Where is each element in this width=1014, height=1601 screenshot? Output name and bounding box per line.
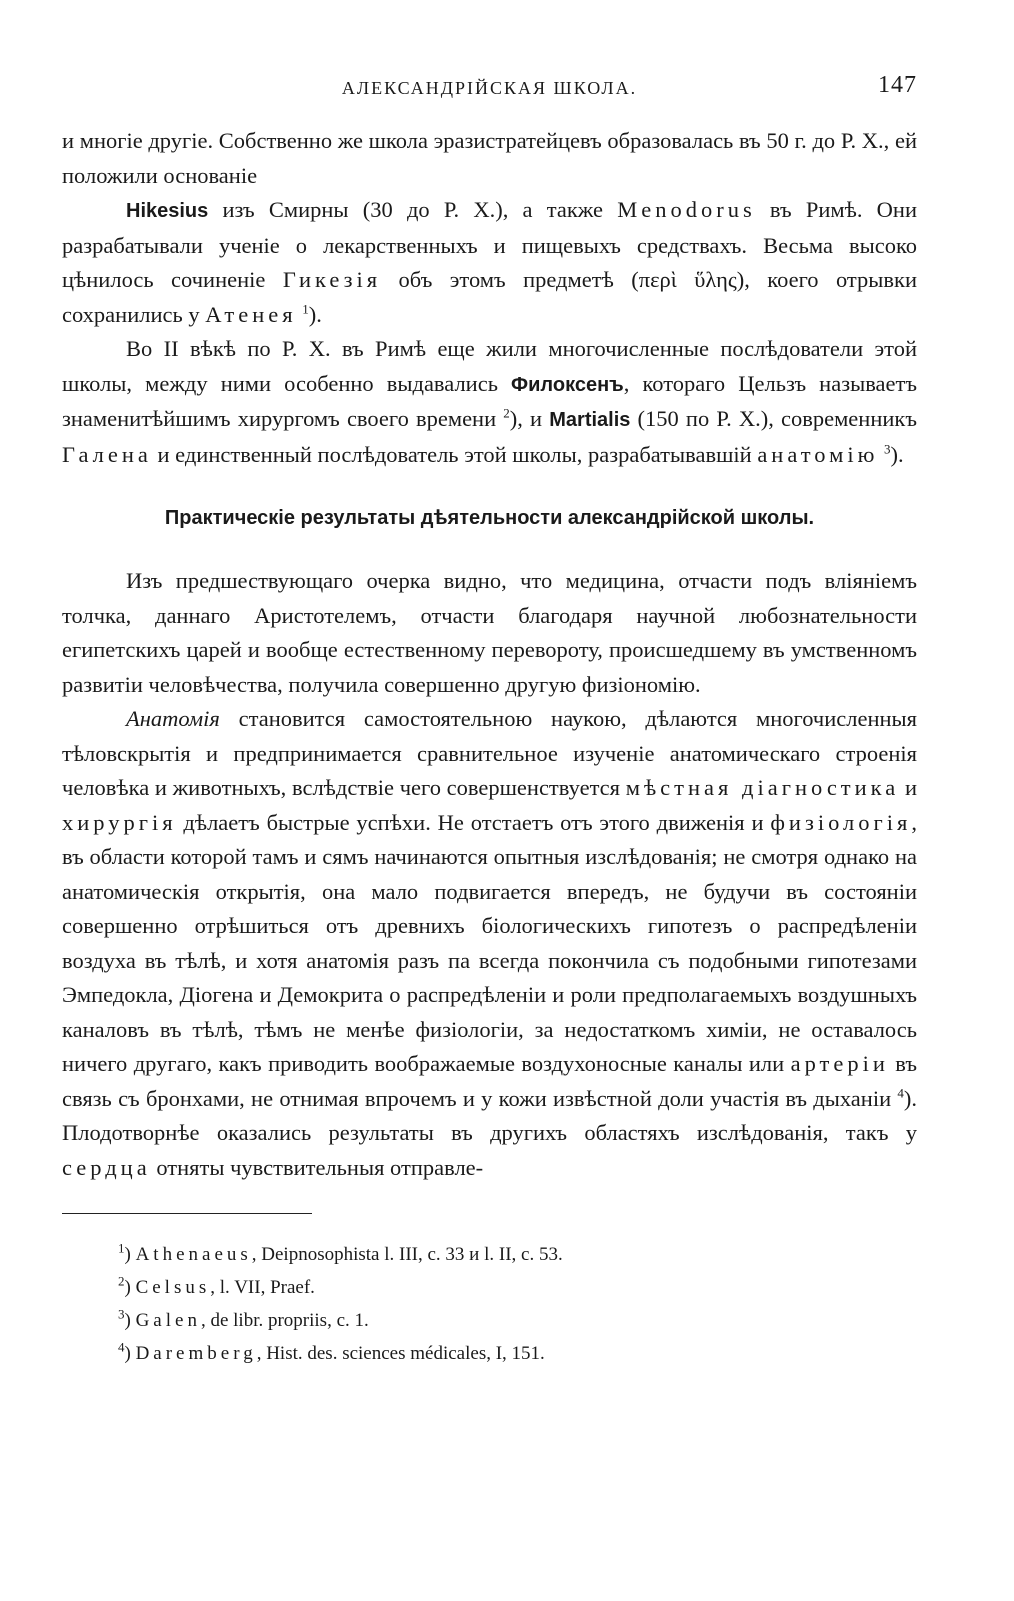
footnotes — [62, 1238, 917, 1370]
text-run: (150 по Р. Х.), современникъ — [630, 406, 917, 431]
text-run: дѣлаетъ быстрые успѣхи. Не отстаетъ отъ этого движенія и — [176, 809, 771, 835]
text-run: Во II вѣкѣ по Р. Х. въ Римѣ еще жили многочисленные послѣдователи этой школы, между ними особенно выдавались — [62, 336, 917, 396]
footnote-author: Galen — [135, 1310, 201, 1331]
paragraph-3 — [62, 332, 917, 472]
running-title: АЛЕКСАНДРІЙСКАЯ ШКОЛА. — [341, 78, 638, 98]
text-run: въ Римѣ. Они разрабатывали ученіе о лекарственныхъ и пищевыхъ средствахъ. Весьма высоко цѣнилось сочиненіе — [62, 197, 917, 292]
text-run: становится самостоятельною наукою, дѣлаются многочисленныя тѣловскрытія и предпринимается сравнительное изученіе анатомическаго строенія человѣка и животныхъ, вслѣдствіе чего совершенствуется — [62, 706, 917, 800]
paragraph-4 — [62, 564, 917, 702]
paragraph-2 — [62, 193, 917, 332]
footnote-ref-1: 1 — [302, 301, 309, 316]
footnote-text: , Hist. des. sciences médicales, I, 151. — [256, 1343, 545, 1364]
term-anatomiya: Анатомія — [126, 706, 220, 731]
running-head — [62, 72, 917, 108]
footnote-mark: 3 — [118, 1306, 125, 1322]
term-fiziologiya: физіологія — [770, 809, 912, 835]
text-run: , въ области которой тамъ и сямъ начинаются опытныя изслѣдованія; не смотря однако на анатомическія открытія, она мало подвигается впередъ, не будучи въ состояніи совершенно отрѣшиться отъ древнихъ біологическихъ гипотезъ о распредѣленіи воздуха въ тѣлѣ, и хотя анатомія разъ па всегда покончила съ подобными гипотезами Эмпедокла, Діогена и Демокрита о распредѣленіи и роли предполагаемыхъ воздушныхъ каналовъ въ тѣлѣ, тѣмъ не менѣе физіологіи, за недостаткомъ химіи, не оставалось ничего другаго, какъ приводить воображаемые воздухоносные каналы или — [62, 809, 917, 1076]
footnote-ref-3: 3 — [884, 441, 891, 456]
paragraph-4-text: Изъ предшествующаго очерка видно, что медицина, отчасти подъ вліяніемъ толчка, даннаго Аристотелемъ, отчасти благодаря научной любознательности египетскихъ царей и вообще естественному перевороту, происшедшему въ умственномъ развитіи человѣчества, получила совершенно другую физіономію. — [62, 568, 917, 697]
paragraph-1 — [62, 124, 917, 193]
footnote: $^1$) Athenaeus, Deipnosophista l. III, c. 33 и l. II, c. 53. — [118, 1240, 563, 1265]
footnote: $^3$) Galen, de libr. propriis, c. 1. — [118, 1306, 369, 1331]
footnote-ref-2: 2 — [503, 405, 510, 421]
footnote-text: , l. VII, Praef. — [210, 1277, 315, 1298]
section-heading: Практическіе результаты дѣятельности александрійской школы. — [164, 507, 815, 529]
book-page — [62, 72, 917, 1370]
footnote-mark: 4 — [118, 1339, 125, 1355]
term-arterii: артеріи — [790, 1051, 889, 1076]
name-atenei: Атенея — [205, 301, 297, 327]
text-run: ). Плодотворнѣе оказались результаты въ другихъ областяхъ изслѣдованія, такъ у — [62, 1085, 917, 1145]
name-martialis: Martialis — [549, 409, 631, 431]
footnote-text: , Deipnosophista l. III, c. 33 и l. II, c. 53. — [251, 1244, 563, 1265]
name-filoksen: Филоксенъ — [511, 373, 624, 396]
term-serdtsa: сердца — [62, 1154, 151, 1180]
text-run: ). — [308, 301, 322, 327]
text-run: ), и — [509, 406, 550, 431]
footnote: $^4$) Daremberg, Hist. des. sciences médicales, I, 151. — [118, 1339, 545, 1364]
name-gikesia: Гикезія — [282, 267, 382, 292]
text-run: и единственный послѣдователь этой школы, разрабатывавшій — [151, 441, 758, 467]
footnote-divider — [62, 1213, 312, 1214]
term-khirurgiya: хирургія — [62, 809, 177, 835]
footnote-mark: 1 — [118, 1240, 125, 1256]
term-diagnostika: мѣстная діагностика — [625, 775, 900, 800]
footnote-author: Celsus — [135, 1277, 211, 1298]
name-hikesius: Hikesius — [126, 200, 209, 222]
paragraph-1-text: и многіе другіе. Собственно же школа эразистратейцевъ образовалась въ 50 г. до Р. Х., ей положили основаніе — [62, 128, 917, 188]
text-run: объ этомъ предметѣ (περὶ ὕλης), коего отрывки сохранились у — [62, 267, 917, 327]
name-galena: Галена — [62, 441, 152, 467]
text-run: отняты чувствительныя отправле- — [150, 1154, 484, 1180]
text-run: , которaго Цельзъ называетъ знаменитѣйшимъ хирургомъ своего времени — [62, 370, 917, 431]
footnote-mark: 2 — [118, 1273, 125, 1289]
text-run: изъ Смирны (30 до Р. Х.), а также — [208, 197, 618, 222]
text-run: ). — [890, 441, 904, 467]
footnote-author: Daremberg — [135, 1343, 257, 1364]
term-anatomiyu: анатомію — [757, 441, 879, 467]
text-run: въ связь съ бронхами, не отнимая впрочемъ и у кожи извѣстной доли участія въ дыханіи — [62, 1051, 917, 1111]
footnote: $^2$) Celsus, l. VII, Praef. — [118, 1273, 315, 1298]
footnote-text: , de libr. propriis, c. 1. — [200, 1310, 369, 1331]
paragraph-5 — [62, 702, 917, 1185]
page-number: 147 — [878, 72, 917, 98]
footnote-author: Athenaeus — [135, 1244, 252, 1265]
name-menodorus: Menodorus — [617, 197, 756, 222]
footnote-ref-4: 4 — [897, 1085, 904, 1100]
text-run: и — [899, 775, 917, 800]
